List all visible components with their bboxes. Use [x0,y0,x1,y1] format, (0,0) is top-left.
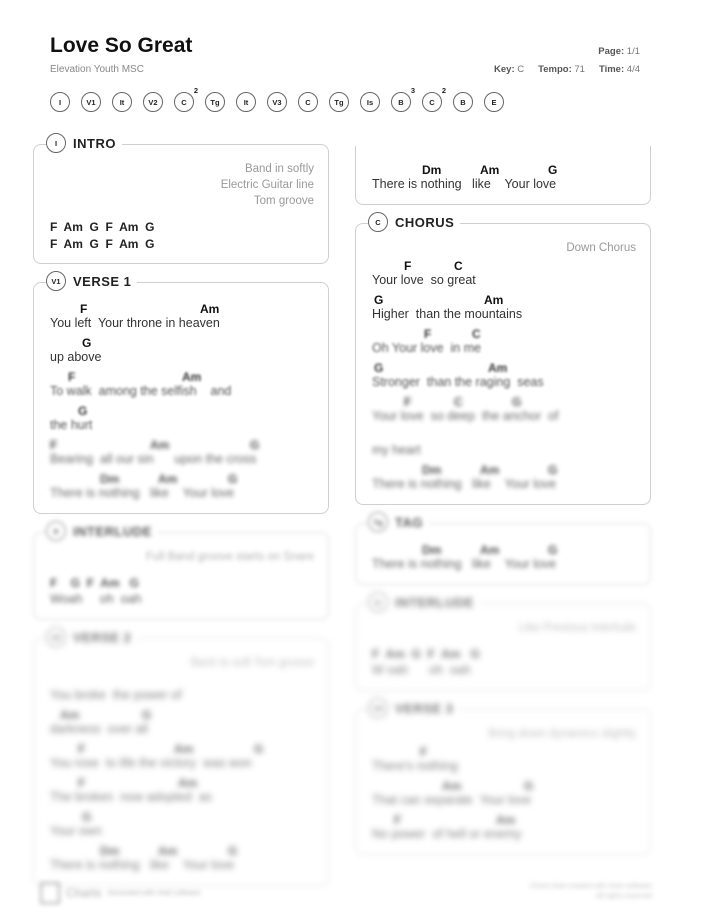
lyric-line: You left Your throne in heaven [50,316,220,330]
roadmap-badge: V2 [143,92,163,112]
chord: F [404,395,412,409]
lyric-line: Your own [50,824,102,838]
chord-lyric-line [50,302,314,333]
lyric-line: Stronger than the raging seas [372,375,544,389]
chord-lyric-line [50,810,314,841]
lyric-line: There is nothing like Your love [372,177,557,191]
chord: Am [200,302,220,316]
chord: F [78,742,86,756]
repeat-count: 3 [410,86,415,95]
chord: Am [480,543,500,557]
chord: G [254,742,264,756]
lyric-line: up above [50,350,102,364]
chord: Am [488,361,508,375]
chord: G [512,395,522,409]
chord-lyric-line [372,429,636,460]
chord-lyric-line [372,813,636,844]
chord: G [82,810,92,824]
section-title: VERSE 3 [395,700,454,716]
chord-lyric-line [372,543,636,574]
chord: Am [182,370,202,384]
lyric-line: There is nothing like Your love [372,557,557,571]
chord: G [78,404,88,418]
lyric-line: Oh Your love in me [372,341,482,355]
roadmap-badge: It [112,92,132,112]
section-badge: I [46,133,66,153]
lyric-line: darkness over all [50,722,148,736]
roadmap-badge: V3 [267,92,287,112]
brand-logo: Charts Generated with chart software [40,882,652,904]
chord-lyric-line [372,745,636,776]
chord: G [374,361,384,375]
chord: F [404,259,412,273]
lyric-line: You rose to life the victory was won [50,756,252,770]
chord-lyric-line [372,361,636,392]
page-footer [40,882,652,904]
chord: F [420,745,428,759]
chord: F [50,438,58,452]
song-artist: Elevation Youth MSC [50,64,144,75]
section-header [368,512,429,532]
chord-lyric-line [372,259,636,290]
section-badge: Is [368,592,388,612]
chord-lyric-line [372,163,636,194]
section-title: CHORUS [395,214,455,230]
lyric-line: Your love so great [372,273,476,287]
section-header [368,698,459,718]
section-notes: Back to soft Tom groove [190,657,314,669]
chord: C [472,327,481,341]
chord: Am [60,708,80,722]
chord: Am [484,293,504,307]
chord: G [250,438,260,452]
section-badge: C [368,212,388,232]
section-verse-1-continued [355,146,651,205]
chord: Am [158,472,178,486]
roadmap-badge: B [453,92,473,112]
chord-lyric-line [50,438,314,469]
lyric-line: There is nothing like Your love [50,486,235,500]
chord-lyric-line [50,336,314,367]
right-column [355,146,651,873]
chord: G [374,293,384,307]
section-interlude-2 [355,594,651,691]
chord: F [78,776,86,790]
section-notes: Like Previous Interlude [519,622,636,634]
chord-line: F Am G F Am G [50,237,155,251]
chord: F [80,302,88,316]
chord: Dm [422,543,442,557]
lyric-line: There is nothing like Your love [50,858,235,872]
section-verse-2 [33,629,329,886]
section-notes: Full Band groove starts on Snare [145,551,314,563]
section-header [368,212,460,232]
song-meta [494,64,640,75]
section-title: INTRO [73,135,116,151]
lyric-line: Higher than the mountains [372,307,523,321]
chord-lyric-line [372,293,636,324]
section-notes: Band in softly Electric Guitar line Tom groove [220,163,314,207]
section-title: INTERLUDE [395,594,474,610]
roadmap-badge: B 3 [391,92,411,112]
lyric-line: The broken now adopted as [50,790,212,804]
repeat-count: 2 [441,86,446,95]
section-verse-3 [355,700,651,855]
section-verse-1 [33,273,329,514]
chord: G [142,708,152,722]
section-badge: Tg [368,512,388,532]
section-badge: It [46,521,66,541]
chord: C [454,259,463,273]
roadmap-badge: Tg [329,92,349,112]
roadmap-badge: I [50,92,70,112]
lyric-line: There's nothing [372,759,458,773]
chord-lyric-line [372,395,636,426]
lyric-line: W oah oh oah [372,663,471,677]
section-badge: V2 [46,627,66,647]
chord: G [548,163,558,177]
chord: G [548,463,558,477]
lyric-line: You broke the power of [50,688,182,702]
left-column [33,130,329,904]
chord: Am [174,742,194,756]
section-title: VERSE 1 [73,273,132,289]
chord-line: F Am G F Am G [372,647,480,661]
chord: Am [442,779,462,793]
chord: Am [178,776,198,790]
lyric-line: No power of hell or enemy [372,827,522,841]
chord: G [524,779,534,793]
section-intro [33,135,329,264]
section-title: VERSE 2 [73,629,132,645]
roadmap-badge: C [298,92,318,112]
lyric-line: Bearing all our sin upon the cross [50,452,257,466]
chord-lyric-line [50,674,314,705]
chord-lyric-line [372,327,636,358]
chord: G [228,844,238,858]
lyric-line: Woah oh oah [50,592,142,606]
chord-line: F G F Am G [50,576,139,590]
chord-lyric-line [50,844,314,875]
chord-lyric-line [50,742,314,773]
chord-lyric-line [372,463,636,494]
tempo-info: Tempo: 71 [538,64,585,75]
section-badge: V3 [368,698,388,718]
chord: Dm [422,463,442,477]
chord-lyric-line [50,472,314,503]
section-header [46,521,158,541]
roadmap-badge: C 2 [174,92,194,112]
lyric-line: Your love so deep the anchor of [372,409,559,423]
chord-lyric-line [372,779,636,810]
section-title: TAG [395,514,423,530]
page-indicator: Page: 1/1 [598,46,640,57]
song-roadmap [50,86,504,112]
lyric-line: the hurt [50,418,93,432]
chord: F [68,370,76,384]
section-header [46,271,137,291]
section-badge: V1 [46,271,66,291]
roadmap-badge: C 2 [422,92,442,112]
chord-lyric-line [50,370,314,401]
chord: Am [496,813,516,827]
roadmap-badge: Is [360,92,380,112]
lyric-line: That can separate Your love [372,793,532,807]
chord-lyric-line [50,708,314,739]
chord-lyric-line [50,776,314,807]
roadmap-badge: E [484,92,504,112]
section-notes: Down Chorus [566,242,636,254]
lyric-line: my heart [372,443,421,457]
chord-line: F Am G F Am G [50,220,155,234]
chord: Dm [100,844,120,858]
time-signature-info: Time: 4/4 [598,64,640,75]
logo-icon [40,882,60,904]
chord: F [424,327,432,341]
roadmap-badge: V1 [81,92,101,112]
section-title: INTERLUDE [73,523,152,539]
section-header [46,627,137,647]
song-title: Love So Great [50,34,193,57]
roadmap-badge: It [236,92,256,112]
key-info: Key: C [494,64,525,75]
chord-lyric-line [50,404,314,435]
chord: Am [480,463,500,477]
section-chorus [355,214,651,505]
chord: Am [480,163,500,177]
section-notes: Bring down dynamics slightly [488,728,636,740]
lyric-line: There is nothing like Your love [372,477,557,491]
chord: Dm [422,163,442,177]
chord: G [228,472,238,486]
chord: G [548,543,558,557]
section-header [46,133,122,153]
section-header [368,592,480,612]
chord: F [394,813,402,827]
section-interlude-1 [33,523,329,620]
chord: Dm [100,472,120,486]
section-tag [355,514,651,585]
chord: G [82,336,92,350]
chord: Am [150,438,170,452]
roadmap-badge: Tg [205,92,225,112]
chord: C [454,395,463,409]
repeat-count: 2 [193,86,198,95]
footer-credits: Chord chart created with chart software All rights reserved [529,883,652,900]
lyric-line: To walk among the selfish and [50,384,232,398]
chord: Am [158,844,178,858]
